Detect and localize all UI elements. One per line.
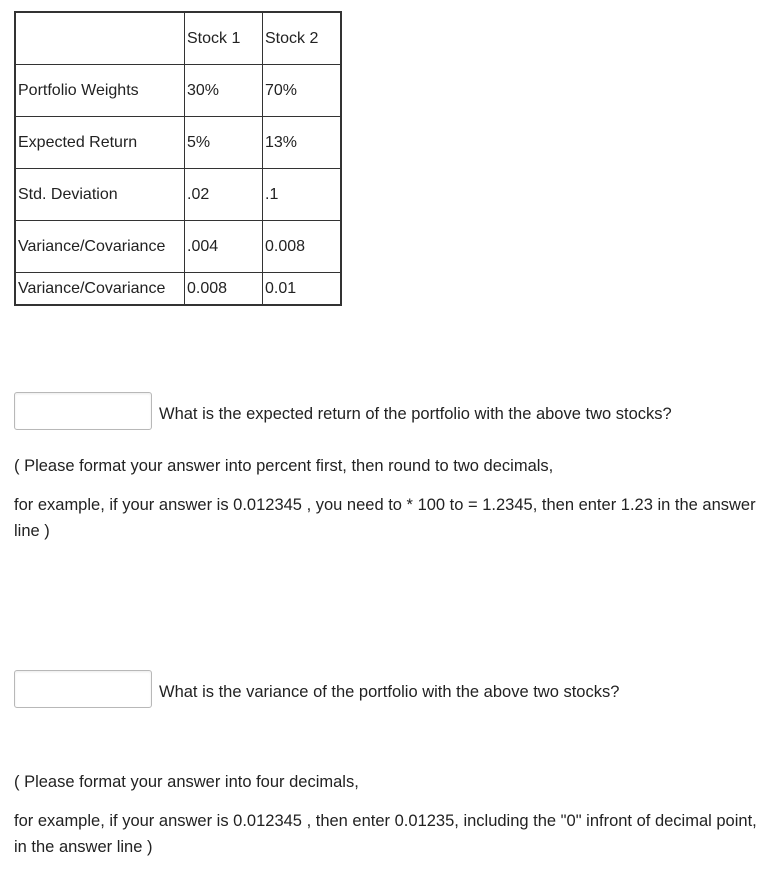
stock1-value: 0.008: [185, 273, 263, 306]
row-label: Variance/Covariance: [15, 221, 185, 273]
stock-data-table: [14, 11, 342, 306]
table-header-row: [15, 12, 341, 65]
table-row: [15, 273, 341, 306]
variance-format-note: ( Please format your answer into four decimals,: [14, 773, 359, 791]
expected-return-format-note: ( Please format your answer into percent first, then round to two decimals,: [14, 457, 554, 475]
row-label: Portfolio Weights: [15, 65, 185, 117]
stock2-value: 0.01: [263, 273, 342, 306]
table-header-empty: [15, 12, 185, 65]
stock2-value: 13%: [263, 117, 342, 169]
stock2-value: .1: [263, 169, 342, 221]
row-label: Variance/Covariance: [15, 273, 185, 306]
row-label: Std. Deviation: [15, 169, 185, 221]
variance-question: What is the variance of the portfolio with the above two stocks?: [159, 683, 620, 701]
expected-return-answer-input[interactable]: [14, 392, 152, 430]
expected-return-question: What is the expected return of the portfolio with the above two stocks?: [159, 405, 672, 423]
table-header-stock1: Stock 1: [185, 12, 263, 65]
row-label: Expected Return: [15, 117, 185, 169]
table-row: [15, 65, 341, 117]
stock1-value: 5%: [185, 117, 263, 169]
stock1-value: 30%: [185, 65, 263, 117]
variance-answer-input[interactable]: [14, 670, 152, 708]
stock2-value: 70%: [263, 65, 342, 117]
table-row: [15, 169, 341, 221]
stock1-value: .02: [185, 169, 263, 221]
stock1-value: .004: [185, 221, 263, 273]
variance-example-note: for example, if your answer is 0.012345 , then enter 0.01235, including the "0" infront of decimal point, in the answer line ): [14, 812, 757, 856]
stock2-value: 0.008: [263, 221, 342, 273]
table-row: [15, 221, 341, 273]
table-row: [15, 117, 341, 169]
expected-return-example-note: for example, if your answer is 0.012345 , you need to * 100 to = 1.2345, then enter 1.23 in the answer line ): [14, 496, 756, 540]
table-header-stock2: Stock 2: [263, 12, 342, 65]
